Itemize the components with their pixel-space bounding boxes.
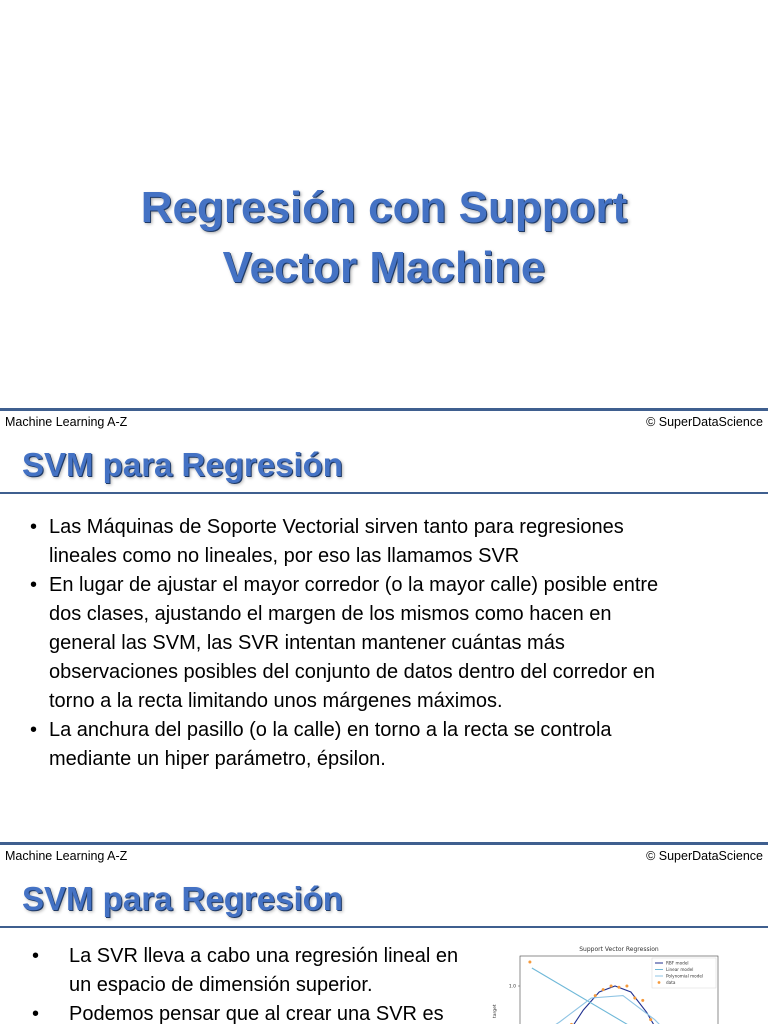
- bullet-item: • La anchura del pasillo (o la calle) en torno a la recta se controla mediante un hiper parámetro, épsilon.: [30, 716, 750, 774]
- svr-chart: [490, 942, 730, 1024]
- data-point: [618, 986, 621, 989]
- title-slide: [0, 0, 768, 408]
- slide-title: SVM para Regresión: [22, 446, 343, 483]
- data-point: [641, 999, 644, 1002]
- title-divider: [0, 926, 768, 928]
- content-slide-1: [0, 408, 768, 842]
- legend-label: Polynomial model: [666, 973, 704, 979]
- data-point: [528, 961, 531, 964]
- data-point: [602, 988, 605, 991]
- y-tick-label: 1.0: [508, 984, 516, 990]
- legend-swatch: [658, 981, 661, 984]
- series-line-rbf-model: [532, 986, 694, 1024]
- course-label: Machine Learning A-Z: [5, 849, 128, 863]
- course-label: Machine Learning A-Z: [5, 415, 128, 429]
- copyright-label: © SuperDataScience: [646, 849, 763, 863]
- content-slide-2: [0, 842, 768, 1024]
- bullet-item: • Podemos pensar que al crear una SVR es: [30, 1000, 480, 1024]
- title-divider: [0, 492, 768, 494]
- bullet-list: [30, 942, 480, 1024]
- data-point: [633, 997, 636, 1000]
- series-line-polynomial-model: [532, 996, 694, 1024]
- presentation-title: [0, 178, 768, 298]
- legend-label: data: [666, 980, 676, 985]
- title-line-2: Vector Machine: [222, 243, 546, 292]
- data-point: [649, 1018, 652, 1021]
- header-bar: [0, 842, 768, 845]
- bullet-list: [30, 513, 750, 774]
- bullet-item: • Las Máquinas de Soporte Vectorial sirven tanto para regresiones lineales como no lineales, por eso las llamamos SVR: [30, 513, 750, 571]
- slide-title: SVM para Regresión: [22, 880, 343, 917]
- header-bar: [0, 408, 768, 411]
- data-point: [610, 985, 613, 988]
- y-axis-label: target: [493, 1004, 498, 1018]
- data-point: [625, 985, 628, 988]
- copyright-label: © SuperDataScience: [646, 415, 763, 429]
- bullet-item: • La SVR lleva a cabo una regresión lineal en un espacio de dimensión superior.: [30, 942, 480, 1000]
- data-point: [594, 994, 597, 997]
- chart-title: Support Vector Regression: [579, 946, 659, 953]
- legend-label: Linear model: [666, 967, 694, 972]
- bullet-item: • En lugar de ajustar el mayor corredor (o la mayor calle) posible entre dos clases, ajustando el margen de los mismos como hacen en general las SVM, las SVR intentan mantener cuántas más observaciones posibles del conjunto de datos dentro del corredor en torno a la recta limitando unos márgenes máximos.: [30, 571, 750, 716]
- title-line-1: Regresión con Support: [140, 183, 628, 232]
- legend-label: RBF model: [666, 960, 689, 966]
